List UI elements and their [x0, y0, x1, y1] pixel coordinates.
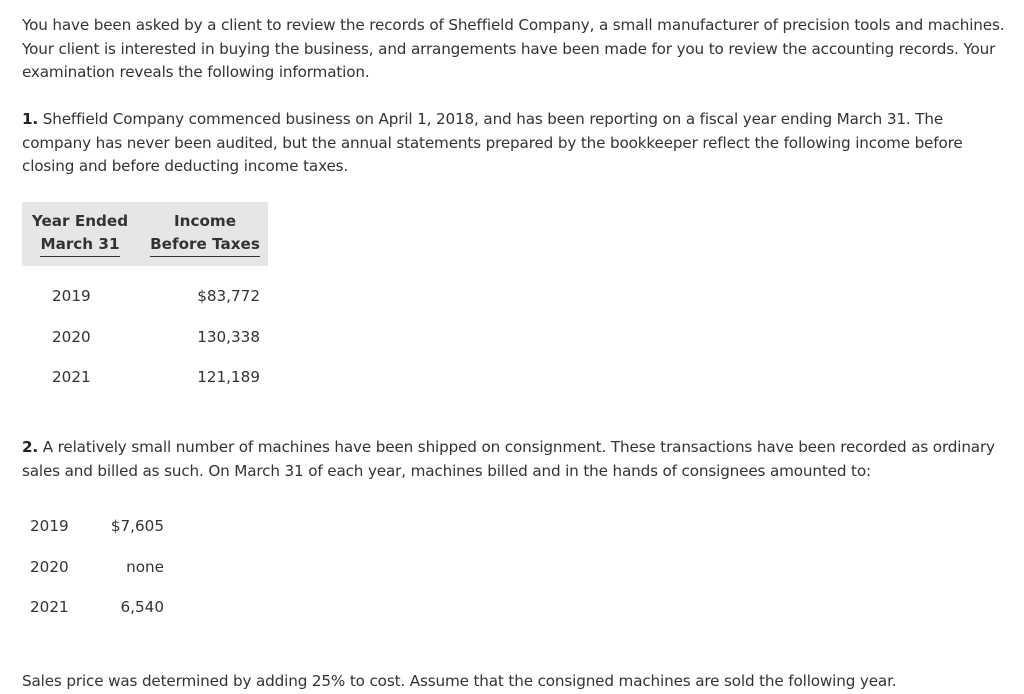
table-row [22, 266, 268, 317]
year-cell: 2019 [30, 517, 69, 536]
income-cell: $83,772 [197, 287, 260, 306]
consignment-value-cell: $7,605 [110, 517, 164, 536]
item-2-number: 2. [22, 438, 39, 456]
item-1-number: 1. [22, 110, 39, 128]
income-header [138, 202, 268, 266]
consignment-value-cell: none [126, 557, 164, 576]
item-1-text: Sheffield Company commenced business on April 1, 2018, and has been reporting on a fiscal year ending March 31. The company has never been audited, but the annual statements prepared by the bookkeeper reflect the following income before closing and before deducting income taxes. [22, 110, 963, 175]
income-cell: 130,338 [197, 327, 260, 346]
table-row [22, 317, 268, 358]
item-1-paragraph [22, 108, 1012, 179]
income-before-taxes-table [22, 202, 268, 398]
year-ended-header-line2: March 31 [40, 233, 119, 257]
consignment-value-cell: 6,540 [120, 598, 164, 617]
table-header-row [22, 202, 268, 266]
item-2-text: A relatively small number of machines have been shipped on consignment. These transactions have been recorded as ordinary sales and billed as such. On March 31 of each year, machines billed and in the hands of consignees amounted to: [22, 438, 995, 480]
year-ended-header [22, 202, 138, 266]
table-row [22, 587, 164, 628]
year-ended-header-line1: Year Ended [31, 212, 129, 230]
item-2-paragraph [22, 436, 1012, 483]
table-row [22, 547, 164, 588]
year-cell: 2021 [52, 368, 91, 387]
cut-off-paragraph: Sales price was determined by adding 25% to cost. Assume that the consigned machines are sold the following year. [22, 672, 897, 690]
table-row [22, 506, 164, 547]
year-cell: 2020 [30, 557, 69, 576]
year-cell: 2019 [52, 287, 91, 306]
income-header-line2: Before Taxes [150, 233, 260, 257]
consignment-table [22, 506, 164, 628]
intro-paragraph: You have been asked by a client to review the records of Sheffield Company, a small manufacturer of precision tools and machines. Your client is interested in buying the business, and arrangements have been made for you to review the accounting records. Your examination reveals the following information. [22, 16, 1005, 81]
year-cell: 2020 [52, 327, 91, 346]
income-header-line1: Income [173, 212, 237, 230]
income-cell: 121,189 [197, 368, 260, 387]
table-row [22, 357, 268, 398]
year-cell: 2021 [30, 598, 69, 617]
